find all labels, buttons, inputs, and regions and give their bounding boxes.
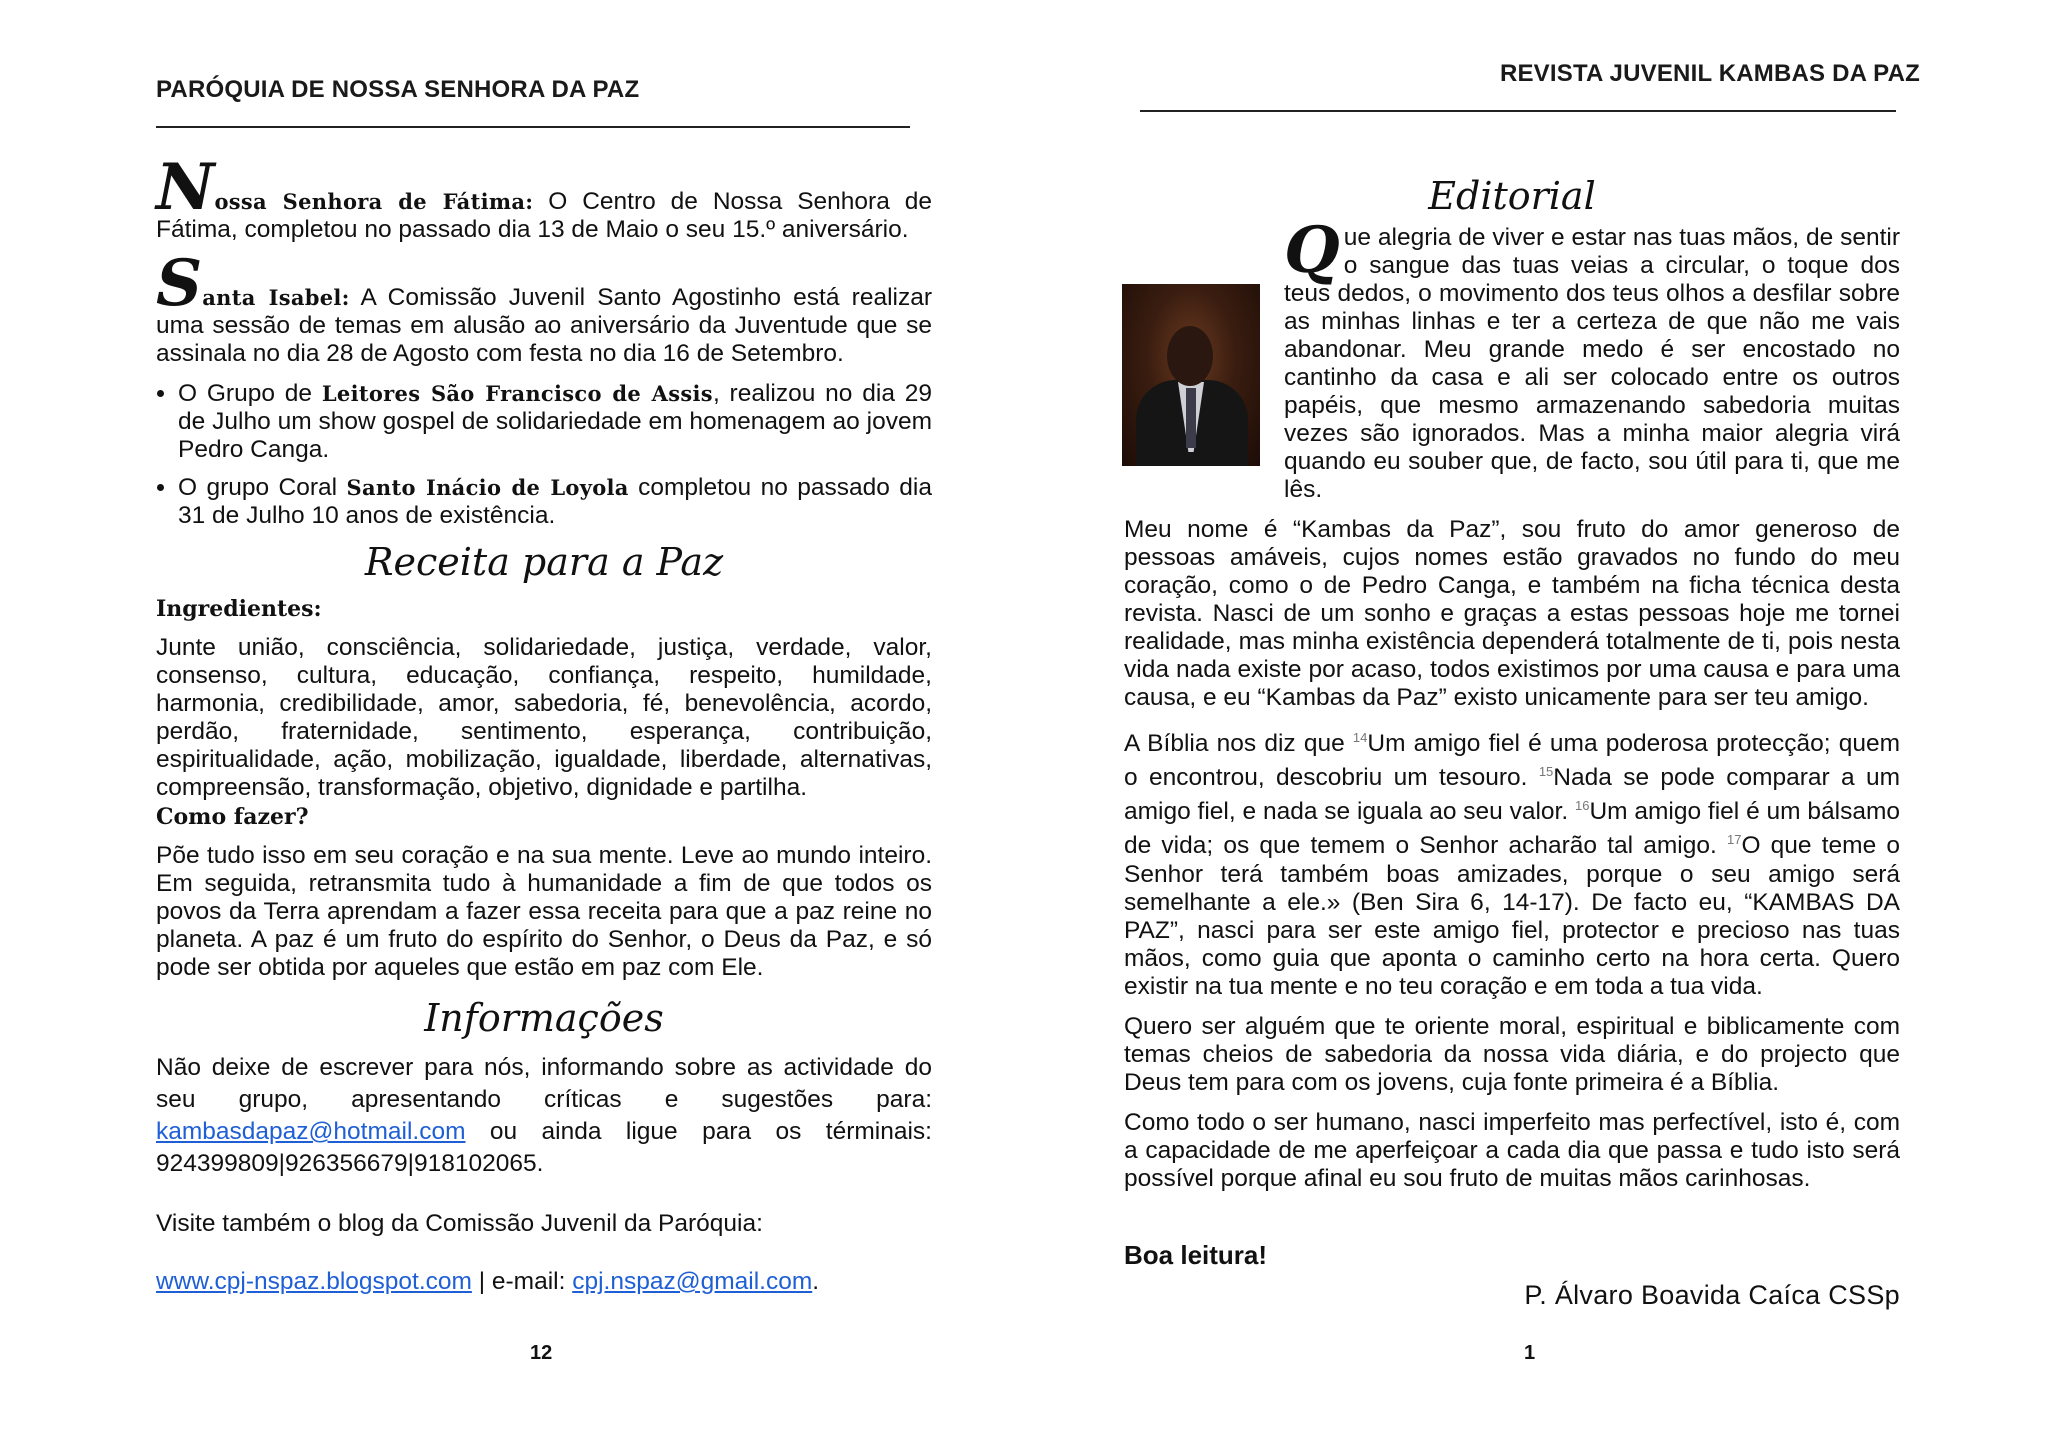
ingredientes-text: Junte união, consciência, solidariedade, justiça, verdade, valor, consenso, cultura, educação, confiança, respeito, humildade, harmonia, credibilidade, amor, sabedoria, fé, benevolência, acordo, perdão, fraternidade, sentimento, esperança, contribuição, espiritualidade, ação, mobilização, igualdade, liberdade, alternativas, compreensão, transformação, objetivo, dignidade e partilha. <box>156 634 932 801</box>
right-page <box>1024 0 2048 1448</box>
hotmail-email-link[interactable]: kambasdapaz@hotmail.com <box>156 1118 466 1145</box>
bullet-text: O grupo Coral <box>178 474 347 501</box>
editorial-dropcap: Q <box>1284 213 1340 288</box>
editorial-p1-text: ue alegria de viver e estar nas tuas mãos, de sentir o sangue das tuas veias a circular, o toque dos teus dedos, o movimento dos teus olhos a desfilar sobre as minhas linhas e ter a certeza de que não me vais abandonar. Meu grande medo é ser encostado no cantinho da casa e ali ser colocado entre os outros papéis, que mesmo armazenando sabedoria muitas vezes são ignorados. Mas a minha maior alegria virá quando eu souber que, de facto, sou útil para ti, que me lês. <box>1284 224 1900 503</box>
fatima-text: O Centro de Nossa Senhora de Fátima, completou no passado dia 13 de Maio o seu 15.º aniversário. <box>156 188 932 243</box>
p3-text: Nada se pode comparar a um amigo fiel, e nada se iguala ao seu valor. <box>1124 764 1901 826</box>
left-page-number: 12 <box>530 1342 553 1364</box>
gmail-email-link[interactable]: cpj.nspaz@gmail.com <box>572 1268 813 1295</box>
bullet-text: O Grupo de <box>178 380 322 407</box>
p3-text: Um amigo fiel é um bálsamo de vida; os que temem o Senhor acharão tal amigo. <box>1124 798 1900 860</box>
blog-link[interactable]: www.cpj-nspaz.blogspot.com <box>156 1268 472 1295</box>
bullet-text: , realizou no dia 29 de Julho um show gospel de solidariedade em homenagem ao jovem Pedro Canga. <box>178 380 933 463</box>
informacoes-text <box>156 1052 932 1180</box>
informacoes-title: Informações <box>424 996 664 1040</box>
verse-number: 15 <box>1538 764 1554 780</box>
isabel-title: anta Isabel: <box>202 285 350 310</box>
fatima-dropcap: N <box>156 150 215 225</box>
info-text: Não deixe de escrever para nós, informando sobre as actividade do seu grupo, apresentando críticas e sugestões para: <box>156 1054 932 1113</box>
editorial-p1 <box>1284 213 1900 504</box>
bullet-group-name: Leitores São Francisco de Assis <box>321 381 713 406</box>
bullet-leitores <box>178 380 932 464</box>
signature: P. Álvaro Boavida Caíca CSSp <box>1524 1279 1900 1310</box>
left-column <box>156 150 933 1308</box>
isabel-dropcap: S <box>156 246 203 321</box>
p3-text: O que teme o Senhor terá também boas amizades, porque o seu amigo será semelhante a ele.» (Ben Sira 6, 14-17). De facto eu, “KAMBAS DA PAZ”, nasci para ser este amigo fiel, protector e precioso nas tuas mãos, como guia que aponta o caminho certo na hora certa. Quero existir na tua mente e no teu coração e em toda a tua vida. <box>1124 832 1900 1000</box>
info-phones: ou ainda ligue para os términais: 924399809|926356679|918102065. <box>156 1118 932 1177</box>
p3-text: Um amigo fiel é uma poderosa protecção; quem o encontrou, descobriu um tesouro. <box>1124 730 1900 792</box>
como-fazer-label: Como fazer? <box>156 804 309 830</box>
editorial-column <box>1124 174 1900 1321</box>
editorial-p3 <box>1124 724 1900 1001</box>
blog-intro: Visite também o blog da Comissão Juvenil da Paróquia: <box>156 1210 763 1237</box>
closing-text: Boa leitura! <box>1124 1239 1268 1270</box>
isabel-paragraph <box>156 246 932 368</box>
right-page-header: REVISTA JUVENIL KAMBAS DA PAZ <box>1499 60 1920 87</box>
fatima-title: ossa Senhora de Fátima: <box>214 189 534 214</box>
email-separator: | e-mail: <box>471 1268 573 1295</box>
right-page-number: 1 <box>1524 1342 1536 1364</box>
editorial-p4: Quero ser alguém que te oriente moral, espiritual e biblicamente com temas cheios de sabedoria da nossa vida diária, e do projecto que Deus tem para com os jovens, cuja fonte primeira é a Bíblia. <box>1124 1012 1900 1096</box>
receita-title: Receita para a Paz <box>364 540 724 584</box>
editorial-title: Editorial <box>1428 174 1596 218</box>
editorial-p5: Como todo o ser humano, nasci imperfeito mas perfectível, isto é, com a capacidade de me aperfeiçoar a cada dia que passa e tudo isto será possível porque afinal eu sou fruto de muitas mãos carinhosas. <box>1124 1108 1900 1192</box>
bullet-group-name: Santo Inácio de Loyola <box>346 475 629 500</box>
verse-number: 17 <box>1726 832 1742 848</box>
news-bullet-list <box>156 380 932 530</box>
verse-number: 14 <box>1352 730 1368 745</box>
verse-number: 16 <box>1574 798 1590 814</box>
blog-line-end: . <box>812 1268 820 1295</box>
blog-line <box>156 1268 932 1296</box>
bullet-text: completou no passado dia 31 de Julho 10 anos de existência. <box>178 474 932 529</box>
isabel-text: A Comissão Juvenil Santo Agostinho está realizar uma sessão de temas em alusão ao aniversário da Juventude que se assinala no dia 28 de Agosto com festa no dia 16 de Setembro. <box>156 284 932 367</box>
editorial-p2: Meu nome é “Kambas da Paz”, sou fruto do amor generoso de pessoas amáveis, cujos nomes estão gravados no fundo do meu coração, como o de Pedro Canga, e também na ficha técnica desta revista. Nasci de um sonho e graças a estas pessoas hoje me tornei realidade, mas minha existência dependerá totalmente de ti, pois nesta vida nada existe por acaso, todos existimos por uma causa e para uma causa, e eu “Kambas da Paz” existo unicamente para ser teu amigo. <box>1124 516 1900 711</box>
p3-text: A Bíblia nos diz que <box>1124 730 1353 758</box>
como-fazer-text: Põe tudo isso em seu coração e na sua mente. Leve ao mundo inteiro. Em seguida, retransmita tudo à humanidade a fim de que todos os povos da Terra aprendam a fazer essa receita para que a paz reine no planeta. A paz é um fruto do espírito do Senhor, o Deus da Paz, e só pode ser obtida por aqueles que estão em paz com Ele. <box>156 842 932 981</box>
left-page-header: PARÓQUIA DE NOSSA SENHORA DA PAZ <box>156 76 640 103</box>
left-header-rule <box>156 126 910 128</box>
fatima-paragraph <box>156 150 932 244</box>
ingredientes-label: Ingredientes: <box>156 596 322 622</box>
right-header-rule <box>1140 110 1896 112</box>
bullet-coral <box>178 474 932 530</box>
